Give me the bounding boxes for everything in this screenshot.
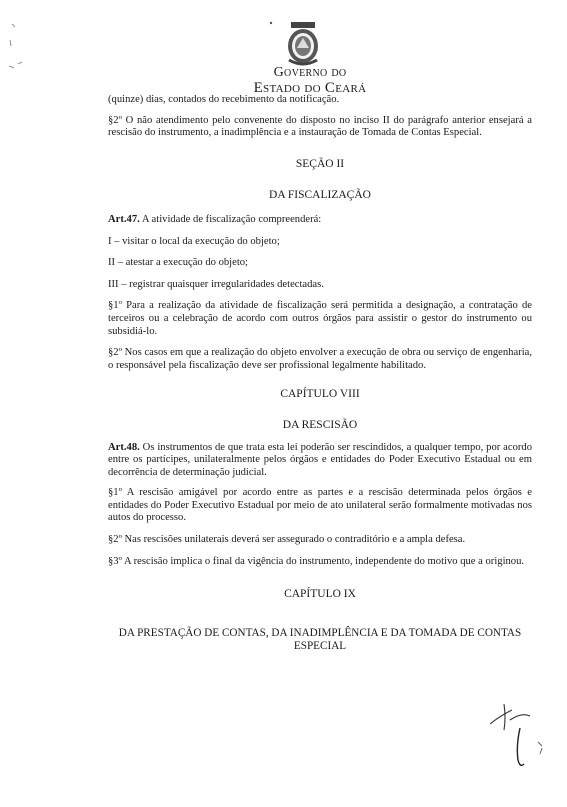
section-heading: SEÇÃO II: [295, 157, 345, 170]
paragraph: §1º Para a realização da atividade de fiscalização será permitida a designação, a contratação de terceiros ou a celebração de acordo com outros órgãos para assistir o gestor do instrumento ou subsidiá-lo.: [108, 300, 532, 337]
government-header: [200, 66, 420, 96]
chapter-heading: CAPÍTULO IX: [284, 588, 356, 601]
paragraph: §3º A rescisão implica o final da vigência do instrumento, independente do motivo que a originou.: [108, 555, 525, 567]
article-text: Os instrumentos de que trata esta lei poderão ser rescindidos, a qualquer tempo, por acordo entre os partícipes, unilateralmente pelos órgãos e entidades do Poder Executivo Estadual ou em decorrência de determinação judicial.: [108, 441, 532, 478]
document-body: [108, 94, 532, 653]
article-48: [108, 442, 532, 480]
article-47: [108, 214, 532, 227]
handwritten-signature: [476, 698, 556, 776]
header-line-1: Governo do: [273, 65, 347, 80]
scan-mark: [268, 20, 274, 26]
article-label: Art.48.: [108, 441, 140, 453]
margin-scribble: [6, 20, 28, 72]
list-item: II – atestar a execução do objeto;: [108, 257, 249, 269]
section-title: DA FISCALIZAÇÃO: [269, 189, 371, 202]
paragraph: §2º Nos casos em que a realização do objeto envolver a execução de obra ou serviço de engenharia, o responsável pela fiscalização deve ser profissional legalmente habilitado.: [108, 347, 532, 371]
state-coat-of-arms-icon: [285, 22, 321, 66]
paragraph: §2º O não atendimento pelo convenente do disposto no inciso II do parágrafo anterior ensejará a rescisão do instrumento, a inadimplência e a instauração de Tomada de Contas Especial.: [108, 114, 532, 139]
article-label: Art.47.: [108, 213, 140, 225]
paragraph: (quinze) dias, contados do recebimento da notificação.: [108, 94, 340, 105]
chapter-title: DA PRESTAÇÃO DE CONTAS, DA INADIMPLÊNCIA E DA TOMADA DE CONTAS ESPECIAL: [118, 626, 522, 652]
paragraph: §2º Nas rescisões unilaterais deverá ser assegurado o contraditório e a ampla defesa.: [108, 534, 466, 546]
chapter-heading: CAPÍTULO VIII: [280, 388, 360, 401]
article-text: A atividade de fiscalização compreenderá:: [139, 213, 322, 225]
chapter-title: DA RESCISÃO: [282, 418, 358, 431]
list-item: I – visitar o local da execução do objeto;: [108, 235, 280, 247]
list-item: III – registrar quaisquer irregularidades detectadas.: [108, 278, 324, 290]
paragraph: §1º A rescisão amigável por acordo entre as partes e a rescisão determinada pelos órgãos e entidades do Poder Executivo Estadual por meio de ato unilateral serão formalmente motivadas nos autos do processo.: [108, 487, 532, 524]
header-line-2: Estado do Ceará: [253, 79, 367, 96]
